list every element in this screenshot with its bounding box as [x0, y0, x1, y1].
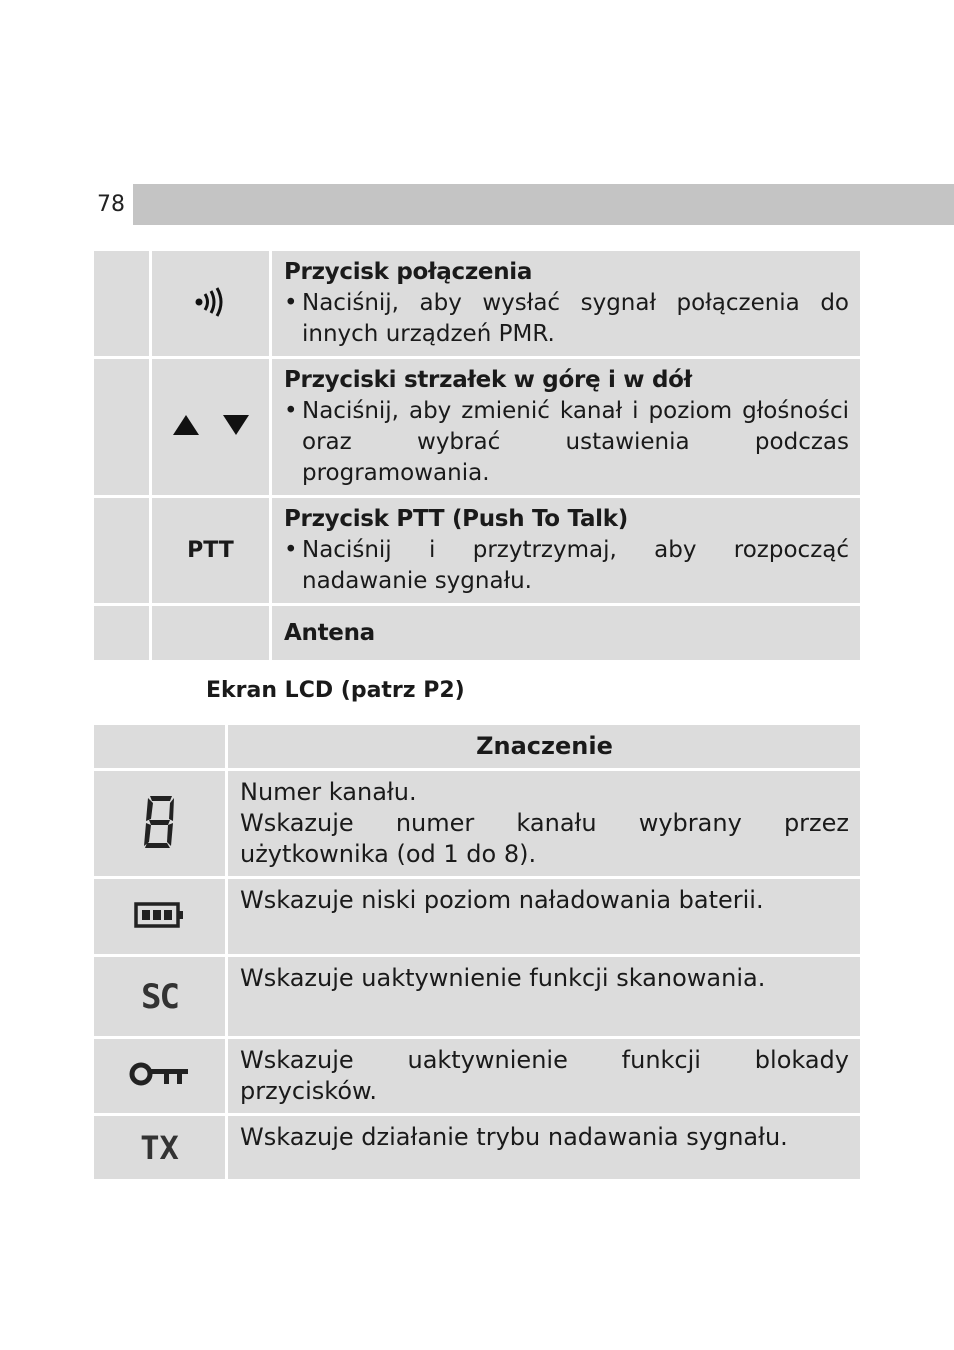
- tx-icon: TX: [93, 1115, 227, 1181]
- row-title: Antena: [284, 619, 375, 646]
- empty-icon-cell: [151, 605, 271, 662]
- row-bullet: • Naciśnij, aby wysłać sygnał połączenia do innych urządzeń PMR.: [284, 290, 849, 347]
- header-empty-cell: [93, 724, 227, 770]
- key-lock-icon: [93, 1038, 227, 1115]
- table-row: [93, 956, 862, 1038]
- description-line: Wskazuje numer kanału wybrany przez użytkownika (od 1 do 8).: [240, 809, 849, 868]
- row-title: Przycisk połączenia: [284, 259, 533, 285]
- row-title: Przyciski strzałek w górę i w dół: [284, 367, 692, 393]
- page-number: 78: [91, 184, 131, 225]
- row-bullet: • Naciśnij i przytrzymaj, aby rozpocząć nadawanie sygnału.: [284, 537, 849, 594]
- scan-sc-icon: SC: [93, 956, 227, 1038]
- table-row: [93, 250, 862, 358]
- ptt-button-description: [271, 497, 862, 605]
- column-header-meaning: Znaczenie: [227, 724, 862, 770]
- battery-description: Wskazuje niski poziom naładowania baterii.: [227, 878, 862, 956]
- header-band: [133, 184, 954, 225]
- description-line: Numer kanału.: [240, 778, 417, 806]
- row-marker-cell: [93, 497, 151, 605]
- channel-number-description: [227, 770, 862, 878]
- up-down-arrows-icon: [151, 358, 271, 497]
- table-header-row: [93, 724, 862, 770]
- row-title: Przycisk PTT (Push To Talk): [284, 506, 628, 532]
- call-signal-icon: [151, 250, 271, 358]
- table-row: [93, 1038, 862, 1115]
- row-bullet: • Naciśnij, aby zmienić kanał i poziom głośności oraz wybrać ustawienia podczas programowania.: [284, 398, 849, 486]
- table-row: [93, 497, 862, 605]
- lcd-section-title: Ekran LCD (patrz P2): [206, 678, 465, 703]
- key-lock-description: Wskazuje uaktywnienie funkcji blokady przycisków.: [227, 1038, 862, 1115]
- scan-description: Wskazuje uaktywnienie funkcji skanowania.: [227, 956, 862, 1038]
- transmit-description: Wskazuje działanie trybu nadawania sygnału.: [227, 1115, 862, 1181]
- table-row: [93, 358, 862, 497]
- buttons-table: [91, 248, 863, 663]
- call-button-description: [271, 250, 862, 358]
- row-marker-cell: [93, 358, 151, 497]
- row-marker-cell: [93, 605, 151, 662]
- row-marker-cell: [93, 250, 151, 358]
- lcd-table: [91, 722, 863, 1182]
- table-row: [93, 1115, 862, 1181]
- arrow-buttons-description: [271, 358, 862, 497]
- antenna-description: [271, 605, 862, 662]
- seven-segment-digit-icon: [93, 770, 227, 878]
- table-row: [93, 878, 862, 956]
- ptt-label: PTT: [151, 497, 271, 605]
- table-row: [93, 770, 862, 878]
- table-row: [93, 605, 862, 662]
- battery-icon: [93, 878, 227, 956]
